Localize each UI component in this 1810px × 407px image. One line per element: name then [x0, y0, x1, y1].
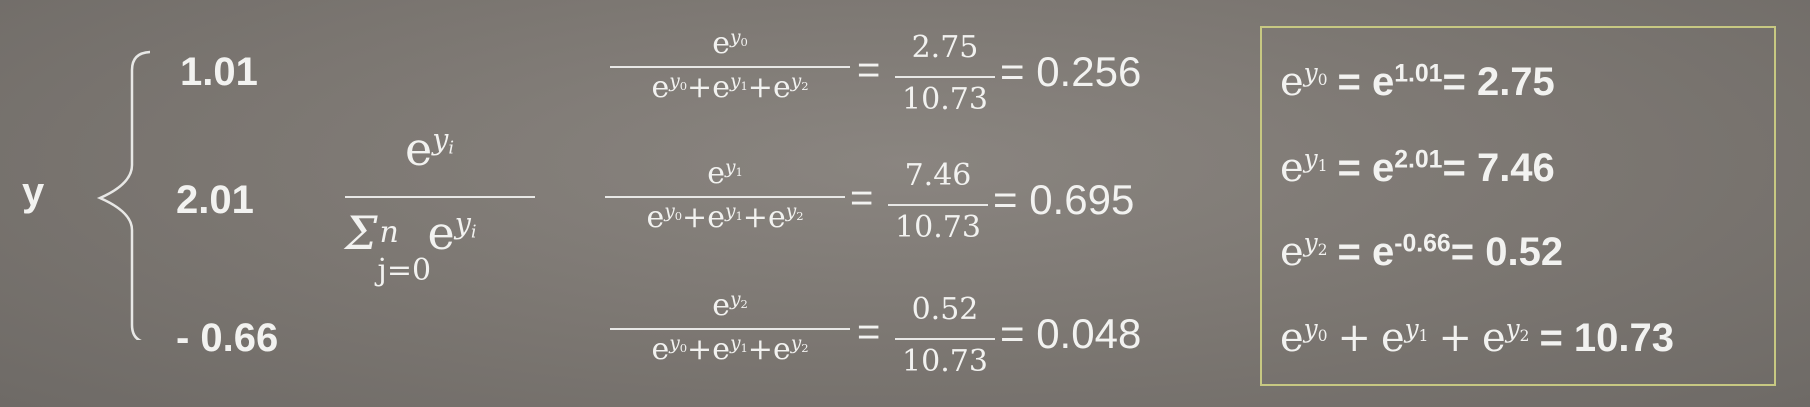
softmax-denominator: Σ n j=0 $e^{y_i}$: [345, 206, 477, 288]
equation-0-value-bar: [895, 76, 995, 78]
equation-1-denominator: $e^{y_0}+e^{y_1}+e^{y_2}$: [646, 200, 804, 235]
equation-1: [605, 156, 845, 235]
equation-0-den-value: 10.73: [902, 82, 988, 117]
equation-2-value-bar: [895, 338, 995, 340]
box-line-0: $e^{y_0} = e^{1.01}= 2.75$: [1280, 58, 1555, 105]
equation-2-numerator: $e^{y_2}$: [712, 288, 748, 323]
box-line-2: $e^{y_2} = e^{-0.66}= 0.52$: [1280, 228, 1564, 275]
equation-2-equals: =: [857, 310, 881, 354]
equation-2-den-value: 10.73: [902, 344, 988, 379]
equation-1-numerator: $e^{y_1}$: [707, 156, 743, 191]
equation-0-numerator: $e^{y_0}$: [712, 26, 748, 61]
softmax-numerator: $e^{y_i}$: [405, 122, 455, 176]
box-sum-line: $e^{y_0} + e^{y_1} + e^{y_2} = 10.73$: [1280, 314, 1675, 361]
equation-1-equals: =: [850, 176, 874, 220]
y-label: y: [22, 170, 45, 214]
equation-0: [610, 26, 850, 105]
equation-1-num-value: 7.46: [904, 158, 972, 193]
equation-1-den-value: 10.73: [895, 210, 981, 245]
softmax-fraction-bar: [345, 196, 535, 198]
equation-2-num-value: 0.52: [911, 292, 979, 327]
value-y0: 1.01: [180, 50, 258, 94]
equation-0-equals: =: [857, 48, 881, 92]
equation-1-value-bar: [888, 204, 988, 206]
equation-0-num-value: 2.75: [911, 30, 979, 65]
value-y2: - 0.66: [176, 316, 279, 360]
equation-0-result: = 0.256: [1000, 48, 1142, 95]
equation-2: [610, 288, 850, 367]
curly-brace: [60, 40, 150, 340]
equation-2-result: = 0.048: [1000, 310, 1142, 357]
equation-1-result: = 0.695: [993, 176, 1135, 223]
box-line-1: $e^{y_1} = e^{2.01}= 7.46$: [1280, 144, 1555, 191]
value-y1: 2.01: [176, 178, 254, 222]
equation-2-denominator: $e^{y_0}+e^{y_1}+e^{y_2}$: [651, 332, 809, 367]
equation-0-denominator: $e^{y_0}+e^{y_1}+e^{y_2}$: [651, 70, 809, 105]
